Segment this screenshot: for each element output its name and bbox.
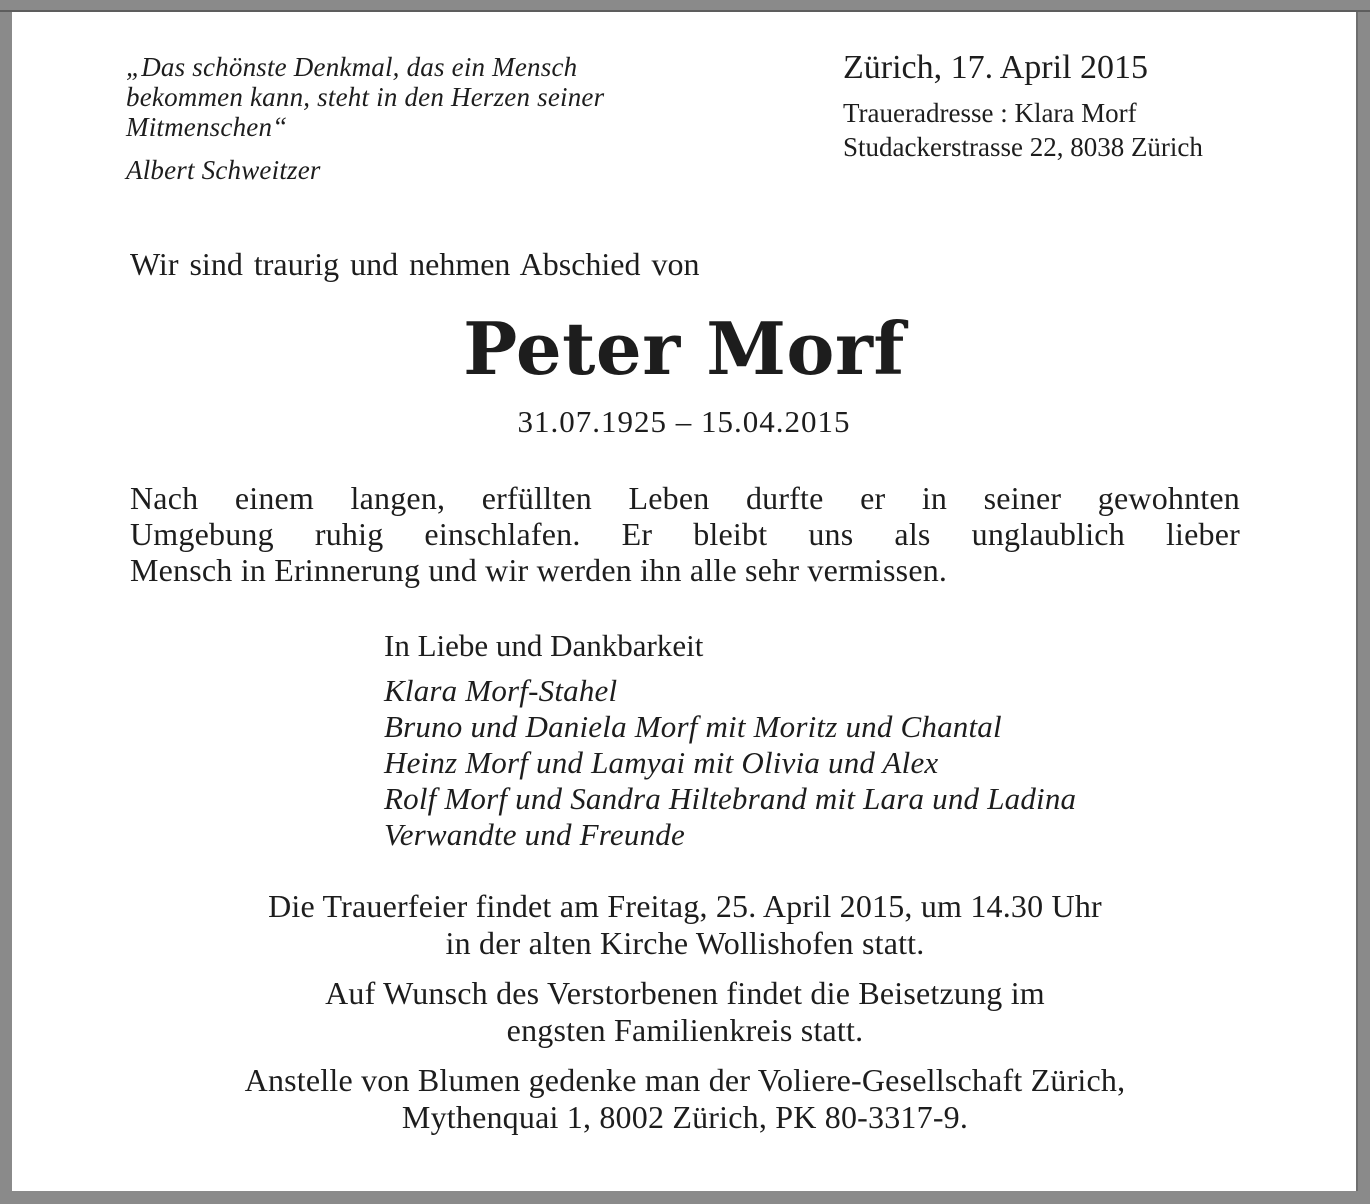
paragraph-line: Nach einem langen, erfüllten Leben durfte er in seiner gewohnten <box>130 480 1240 516</box>
dateline-block <box>843 48 1323 164</box>
mourning-address-line: Studackerstrasse 22, 8038 Zürich <box>843 132 1203 162</box>
funeral-line: Die Trauerfeier findet am Freitag, 25. April 2015, um 14.30 Uhr <box>268 888 1102 924</box>
family-heading: In Liebe und Dankbarkeit <box>384 628 704 663</box>
obituary-notice-paper <box>12 12 1358 1191</box>
burial-line: Auf Wunsch des Verstorbenen findet die Beisetzung im <box>325 975 1045 1011</box>
mourning-address <box>843 96 1323 164</box>
funeral-service-info <box>130 888 1240 962</box>
announcement-paragraph <box>130 480 1240 588</box>
donation-info <box>130 1062 1240 1136</box>
life-dates: 31.07.1925 – 15.04.2015 <box>517 404 851 439</box>
funeral-line: in der alten Kirche Wollishofen statt. <box>445 925 925 961</box>
mourning-address-line: Traueradresse : Klara Morf <box>843 98 1137 128</box>
family-block <box>384 628 1076 853</box>
service-details <box>130 888 1240 1136</box>
family-members <box>384 673 1076 853</box>
donation-line: Anstelle von Blumen gedenke man der Voliere-Gesellschaft Zürich, <box>244 1062 1126 1098</box>
family-member: Heinz Morf und Lamyai mit Olivia und Alex <box>384 745 939 780</box>
quote-line: Mitmenschen“ <box>126 112 288 142</box>
burial-info <box>130 975 1240 1049</box>
family-member: Verwandte und Freunde <box>384 817 685 852</box>
place-and-date: Zürich, 17. April 2015 <box>843 49 1149 86</box>
quote-line: bekommen kann, steht in den Herzen seiner <box>126 82 605 112</box>
family-member: Klara Morf-Stahel <box>384 673 618 708</box>
announcement-intro: Wir sind traurig und nehmen Abschied von <box>130 246 700 282</box>
donation-line: Mythenquai 1, 8002 Zürich, PK 80-3317-9. <box>401 1099 969 1135</box>
family-member: Bruno und Daniela Morf mit Moritz und Chantal <box>384 709 1002 744</box>
quote-attribution: Albert Schweitzer <box>126 155 321 185</box>
deceased-name: Peter Morf <box>463 306 905 391</box>
memorial-quote <box>126 52 604 185</box>
paragraph-line: Umgebung ruhig einschlafen. Er bleibt uns als unglaublich lieber <box>130 516 1240 552</box>
quote-line: „Das schönste Denkmal, das ein Mensch <box>126 52 578 82</box>
burial-line: engsten Familienkreis statt. <box>506 1012 864 1048</box>
family-member: Rolf Morf und Sandra Hiltebrand mit Lara und Ladina <box>384 781 1077 816</box>
paragraph-line: Mensch in Erinnerung und wir werden ihn alle sehr vermissen. <box>130 552 948 588</box>
